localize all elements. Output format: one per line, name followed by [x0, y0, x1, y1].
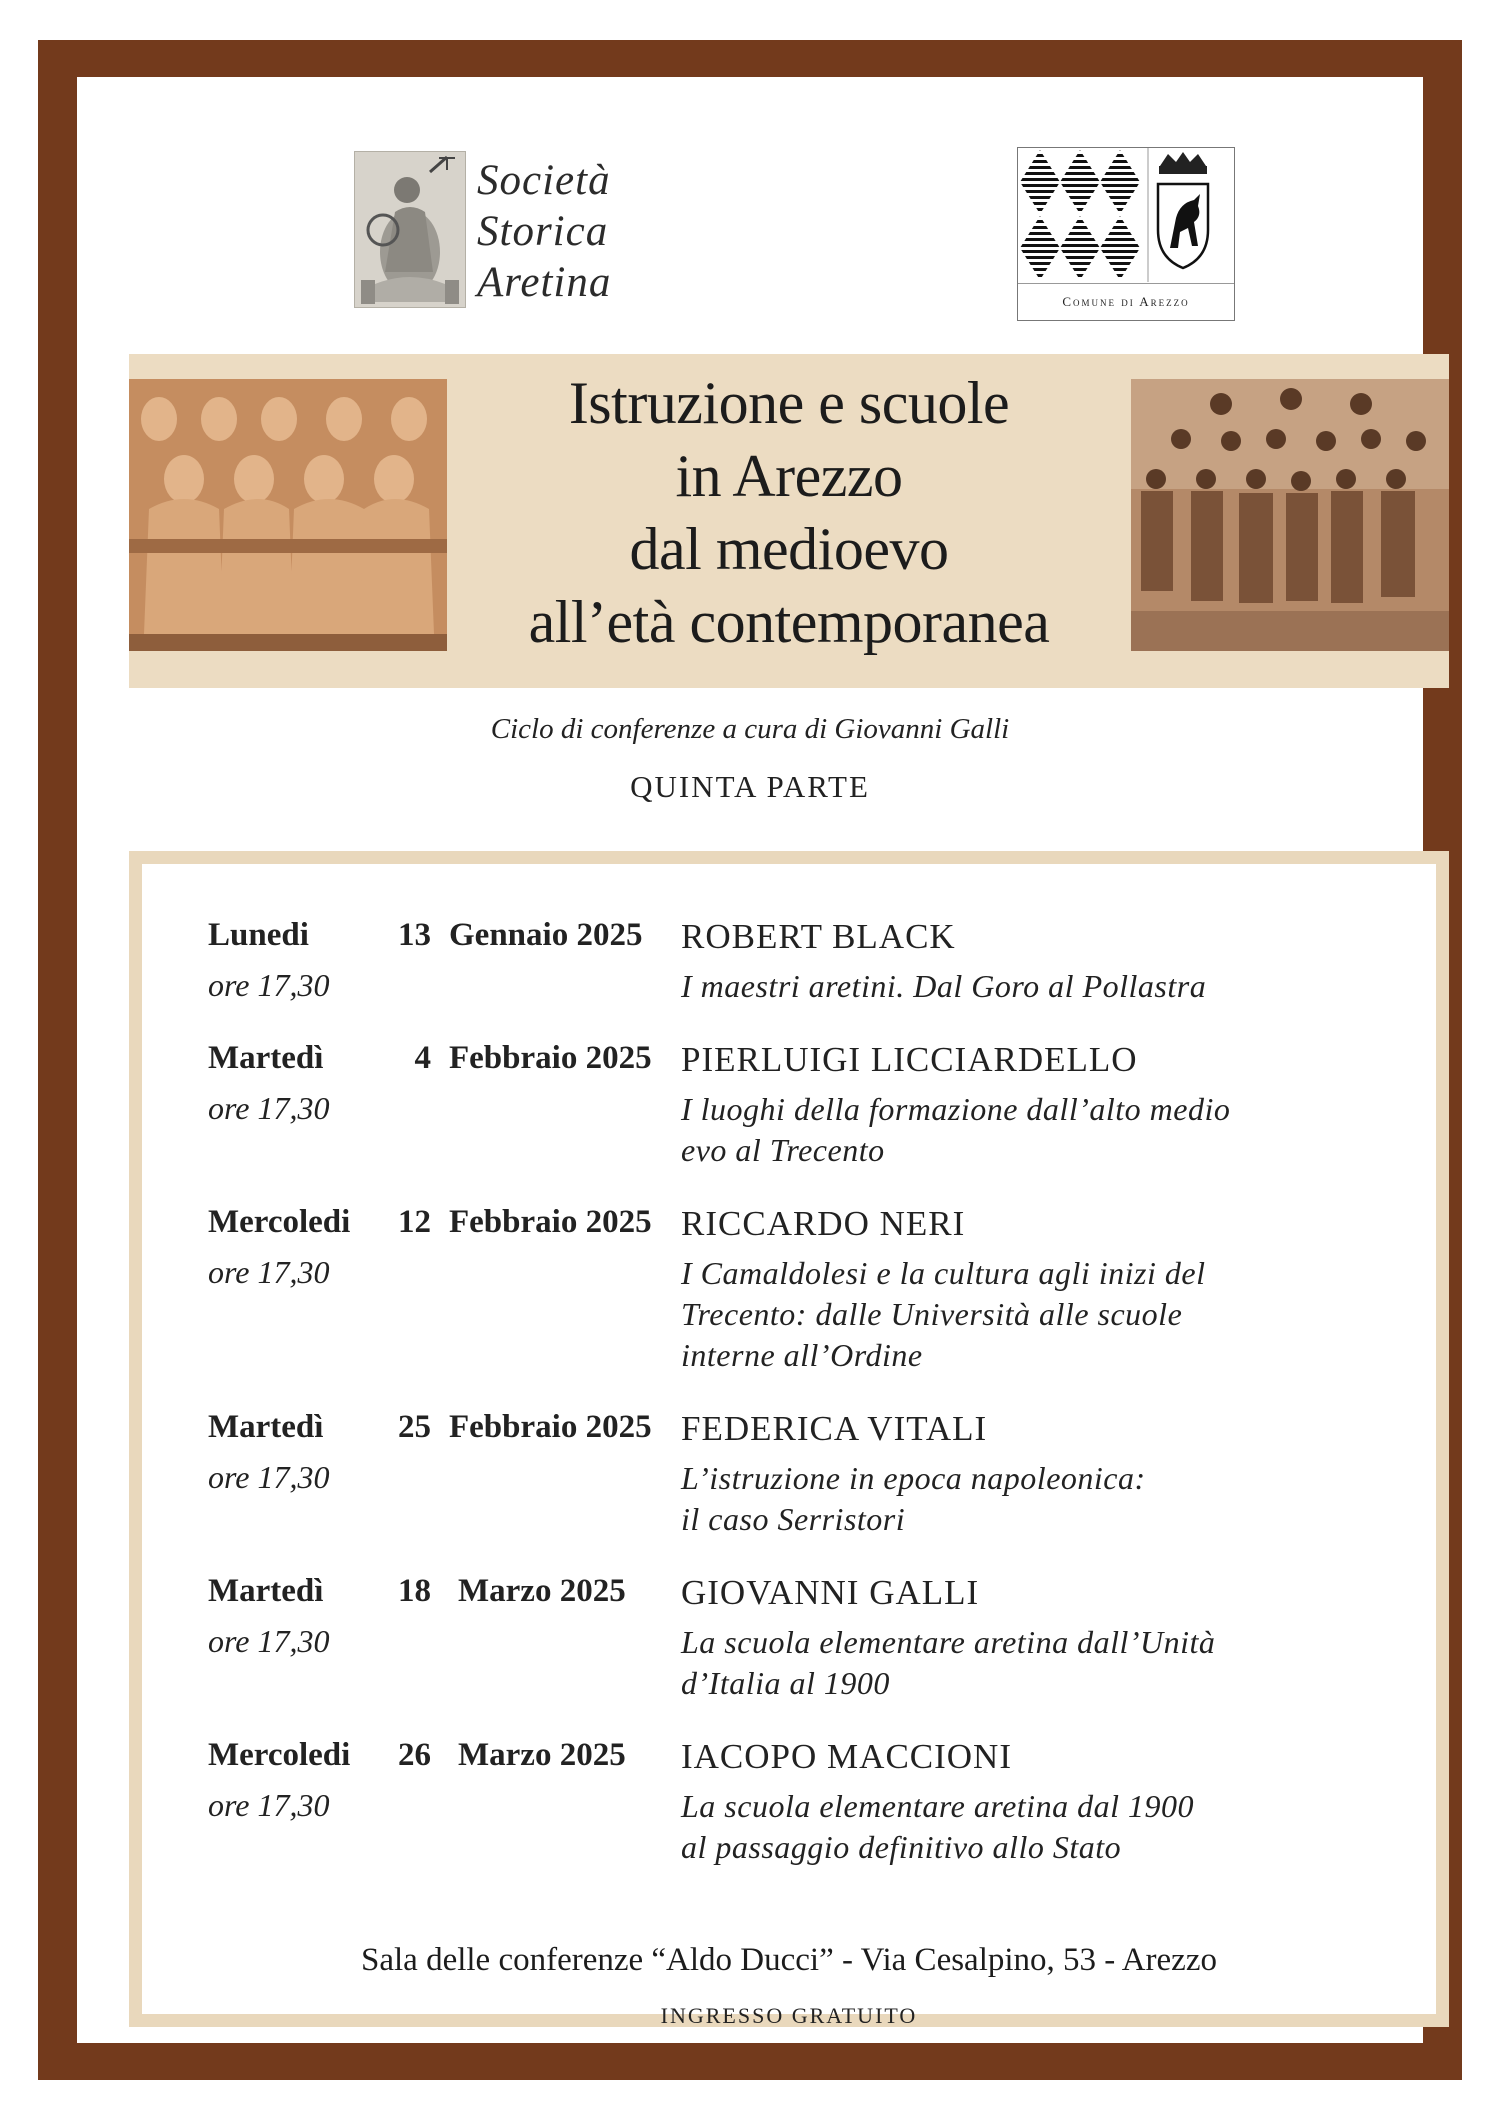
- talk-line: I Camaldolesi e la cultura agli inizi del: [681, 1255, 1206, 1291]
- event-month: Febbraio 2025: [449, 1409, 652, 1445]
- talk-line: d’Italia al 1900: [681, 1665, 890, 1701]
- event-date-number: 4: [414, 1040, 431, 1076]
- event-date-number: 26: [398, 1737, 431, 1773]
- event-talk-title: [681, 1786, 1194, 1868]
- talk-line: al passaggio definitivo allo Stato: [681, 1829, 1122, 1865]
- talk-line: La scuola elementare aretina dall’Unità: [681, 1624, 1216, 1660]
- talk-line: I luoghi della formazione dall’alto medio: [681, 1091, 1231, 1127]
- event-talk-title: [681, 966, 1206, 1007]
- talk-line: L’istruzione in epoca napoleonica:: [681, 1460, 1146, 1496]
- society-name-line: Storica: [477, 208, 609, 255]
- event-month: Marzo 2025: [458, 1573, 626, 1609]
- event-speaker: FEDERICA VITALI: [681, 1409, 988, 1448]
- talk-line: I maestri aretini. Dal Goro al Pollastra: [681, 968, 1207, 1004]
- subtitle: Ciclo di conferenze a cura di Giovanni Galli: [490, 713, 1010, 745]
- event-month: Febbraio 2025: [449, 1204, 652, 1240]
- event-date-number: 13: [398, 917, 431, 953]
- poster-inner: [77, 77, 1423, 2043]
- talk-line: La scuola elementare aretina dal 1900: [681, 1788, 1194, 1824]
- event-time: ore 17,30: [208, 1459, 330, 1495]
- event-day: Martedì: [208, 1409, 324, 1445]
- event-day: Lunedi: [208, 917, 309, 953]
- comune-divider: [1018, 283, 1234, 284]
- event-time: ore 17,30: [208, 1090, 330, 1126]
- event-date-number: 25: [398, 1409, 431, 1445]
- event-month: Marzo 2025: [458, 1737, 626, 1773]
- event-month: Febbraio 2025: [449, 1040, 652, 1076]
- event-time: ore 17,30: [208, 1254, 330, 1290]
- talk-line: Trecento: dalle Università alle scuole: [681, 1296, 1183, 1332]
- society-name-line: Aretina: [477, 259, 612, 306]
- title-line: all’età contemporanea: [528, 589, 1050, 655]
- schedule-box: [129, 851, 1449, 2027]
- society-logo: [354, 151, 644, 311]
- series-part: QUINTA PARTE: [630, 769, 870, 804]
- event-date-number: 18: [398, 1573, 431, 1609]
- event-time: ore 17,30: [208, 1787, 330, 1823]
- comune-logo: [1017, 147, 1235, 321]
- event-day: Martedì: [208, 1573, 324, 1609]
- event-day: Mercoledi: [208, 1737, 351, 1773]
- event-time: ore 17,30: [208, 1623, 330, 1659]
- talk-line: il caso Serristori: [681, 1501, 906, 1537]
- society-emblem-icon: [354, 151, 466, 308]
- society-name: [477, 155, 611, 308]
- event-talk-title: [681, 1622, 1215, 1704]
- talk-line: interne all’Ordine: [681, 1337, 923, 1373]
- event-month: Gennaio 2025: [449, 917, 643, 953]
- title-line: Istruzione e scuole: [568, 370, 1010, 436]
- venue-address: Sala delle conferenze “Aldo Ducci” - Via Cesalpino, 53 - Arezzo: [361, 1942, 1217, 1978]
- event-talk-title: [681, 1458, 1146, 1540]
- event-speaker: RICCARDO NERI: [681, 1204, 966, 1243]
- event-speaker: PIERLUIGI LICCIARDELLO: [681, 1040, 1138, 1079]
- comune-emblem-icon: [1018, 148, 1233, 282]
- event-talk-title: [681, 1253, 1205, 1376]
- poster-title: [457, 367, 1121, 659]
- talk-line: evo al Trecento: [681, 1132, 885, 1168]
- event-speaker: IACOPO MACCIONI: [681, 1737, 1012, 1776]
- society-name-line: Società: [477, 157, 611, 204]
- event-day: Martedì: [208, 1040, 324, 1076]
- event-date-number: 12: [398, 1204, 431, 1240]
- title-line: dal medioevo: [629, 516, 949, 582]
- free-entry-note: INGRESSO GRATUITO: [660, 2003, 918, 2028]
- event-day: Mercoledi: [208, 1204, 351, 1240]
- event-speaker: GIOVANNI GALLI: [681, 1573, 980, 1612]
- comune-label: Comune di Arezzo: [1062, 294, 1190, 309]
- title-line: in Arezzo: [675, 443, 903, 509]
- poster-frame: [38, 40, 1462, 2080]
- event-time: ore 17,30: [208, 967, 330, 1003]
- event-speaker: ROBERT BLACK: [681, 917, 956, 956]
- medieval-relief-image: [129, 379, 447, 651]
- school-class-photo-image: [1131, 379, 1449, 651]
- event-talk-title: [681, 1089, 1230, 1171]
